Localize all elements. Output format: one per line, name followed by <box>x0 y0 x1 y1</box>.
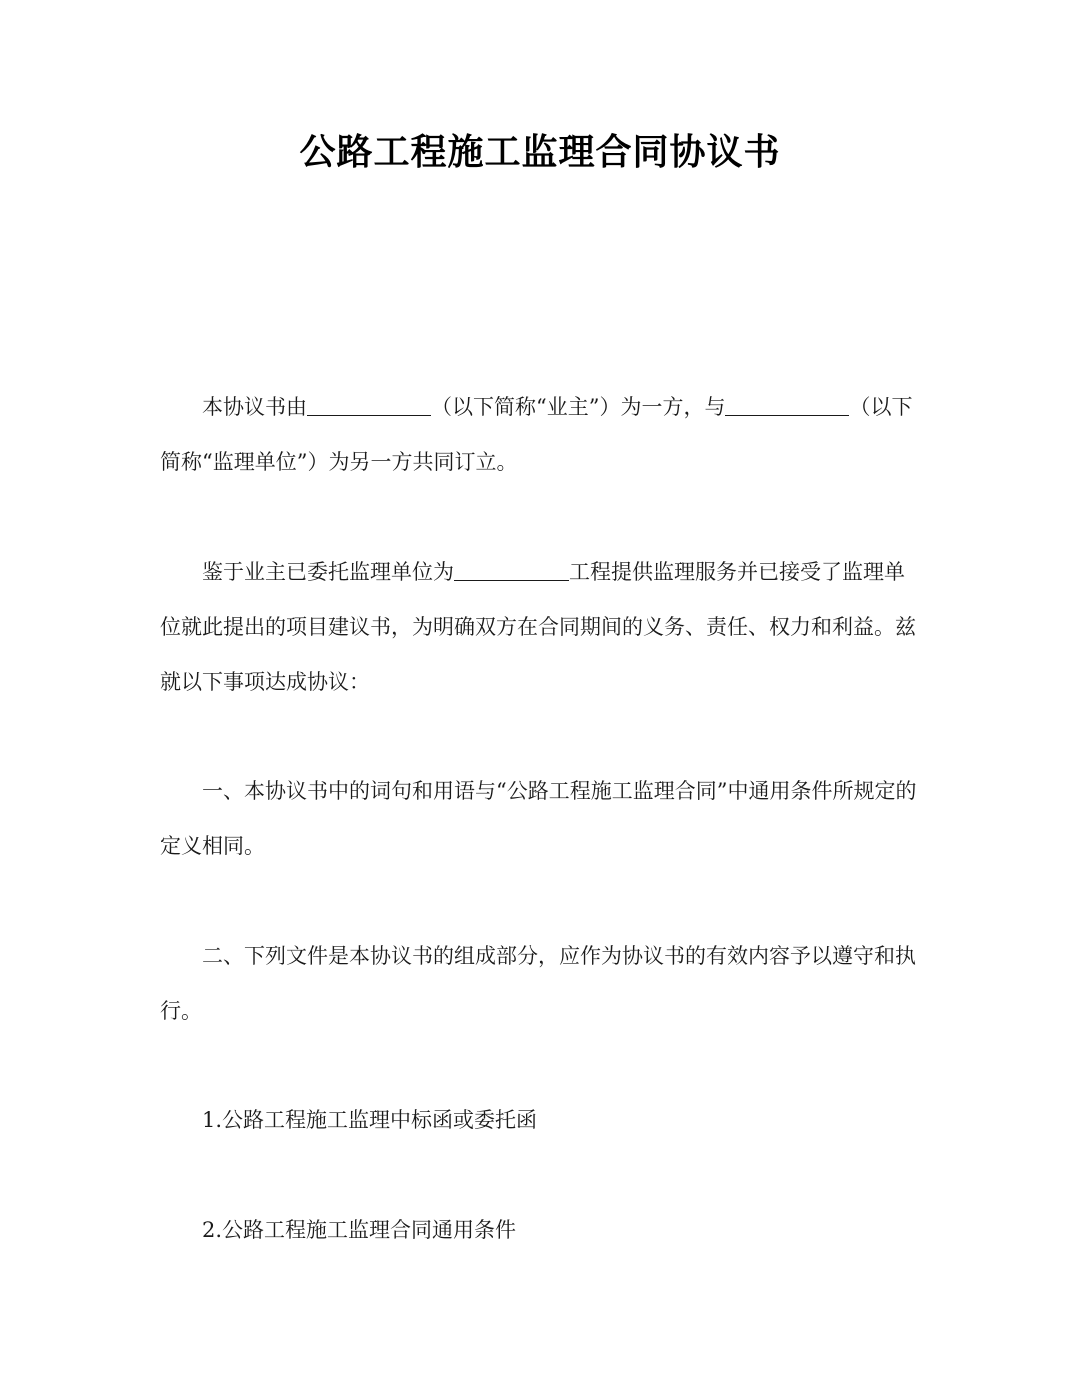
blank-project-name[interactable] <box>454 560 569 581</box>
paragraph-clause-1: 一、本协议书中的词句和用语与“公路工程施工监理合同”中通用条件所规定的定义相同。 <box>160 779 917 858</box>
paragraph-parties <box>160 380 920 490</box>
paragraph-recital <box>160 545 920 710</box>
text-segment: 工程提供监理服务并已接受了监理单位就此提出的项目建议书，为明确双方在合同期间的义务、责任、权力和利益。兹就以下事项达成协议： <box>160 560 916 694</box>
document-title: 公路工程施工监理合同协议书 <box>299 132 781 173</box>
text-segment: 鉴于业主已委托监理单位为 <box>202 560 454 584</box>
text-segment: 本协议书由 <box>202 395 307 419</box>
list-item-1: 1.公路工程施工监理中标函或委托函 <box>202 1108 538 1132</box>
text-segment: （以下简称“业主”）为一方，与 <box>431 395 726 419</box>
text-segment: （以下简称“监理单位”）为另一方共同订立。 <box>160 395 913 474</box>
blank-owner-name[interactable] <box>307 395 431 416</box>
paragraph-clause-2: 二、下列文件是本协议书的组成部分，应作为协议书的有效内容予以遵守和执行。 <box>160 944 916 1023</box>
list-item-2: 2.公路工程施工监理合同通用条件 <box>202 1218 517 1242</box>
blank-supervisor-name[interactable] <box>725 395 849 416</box>
